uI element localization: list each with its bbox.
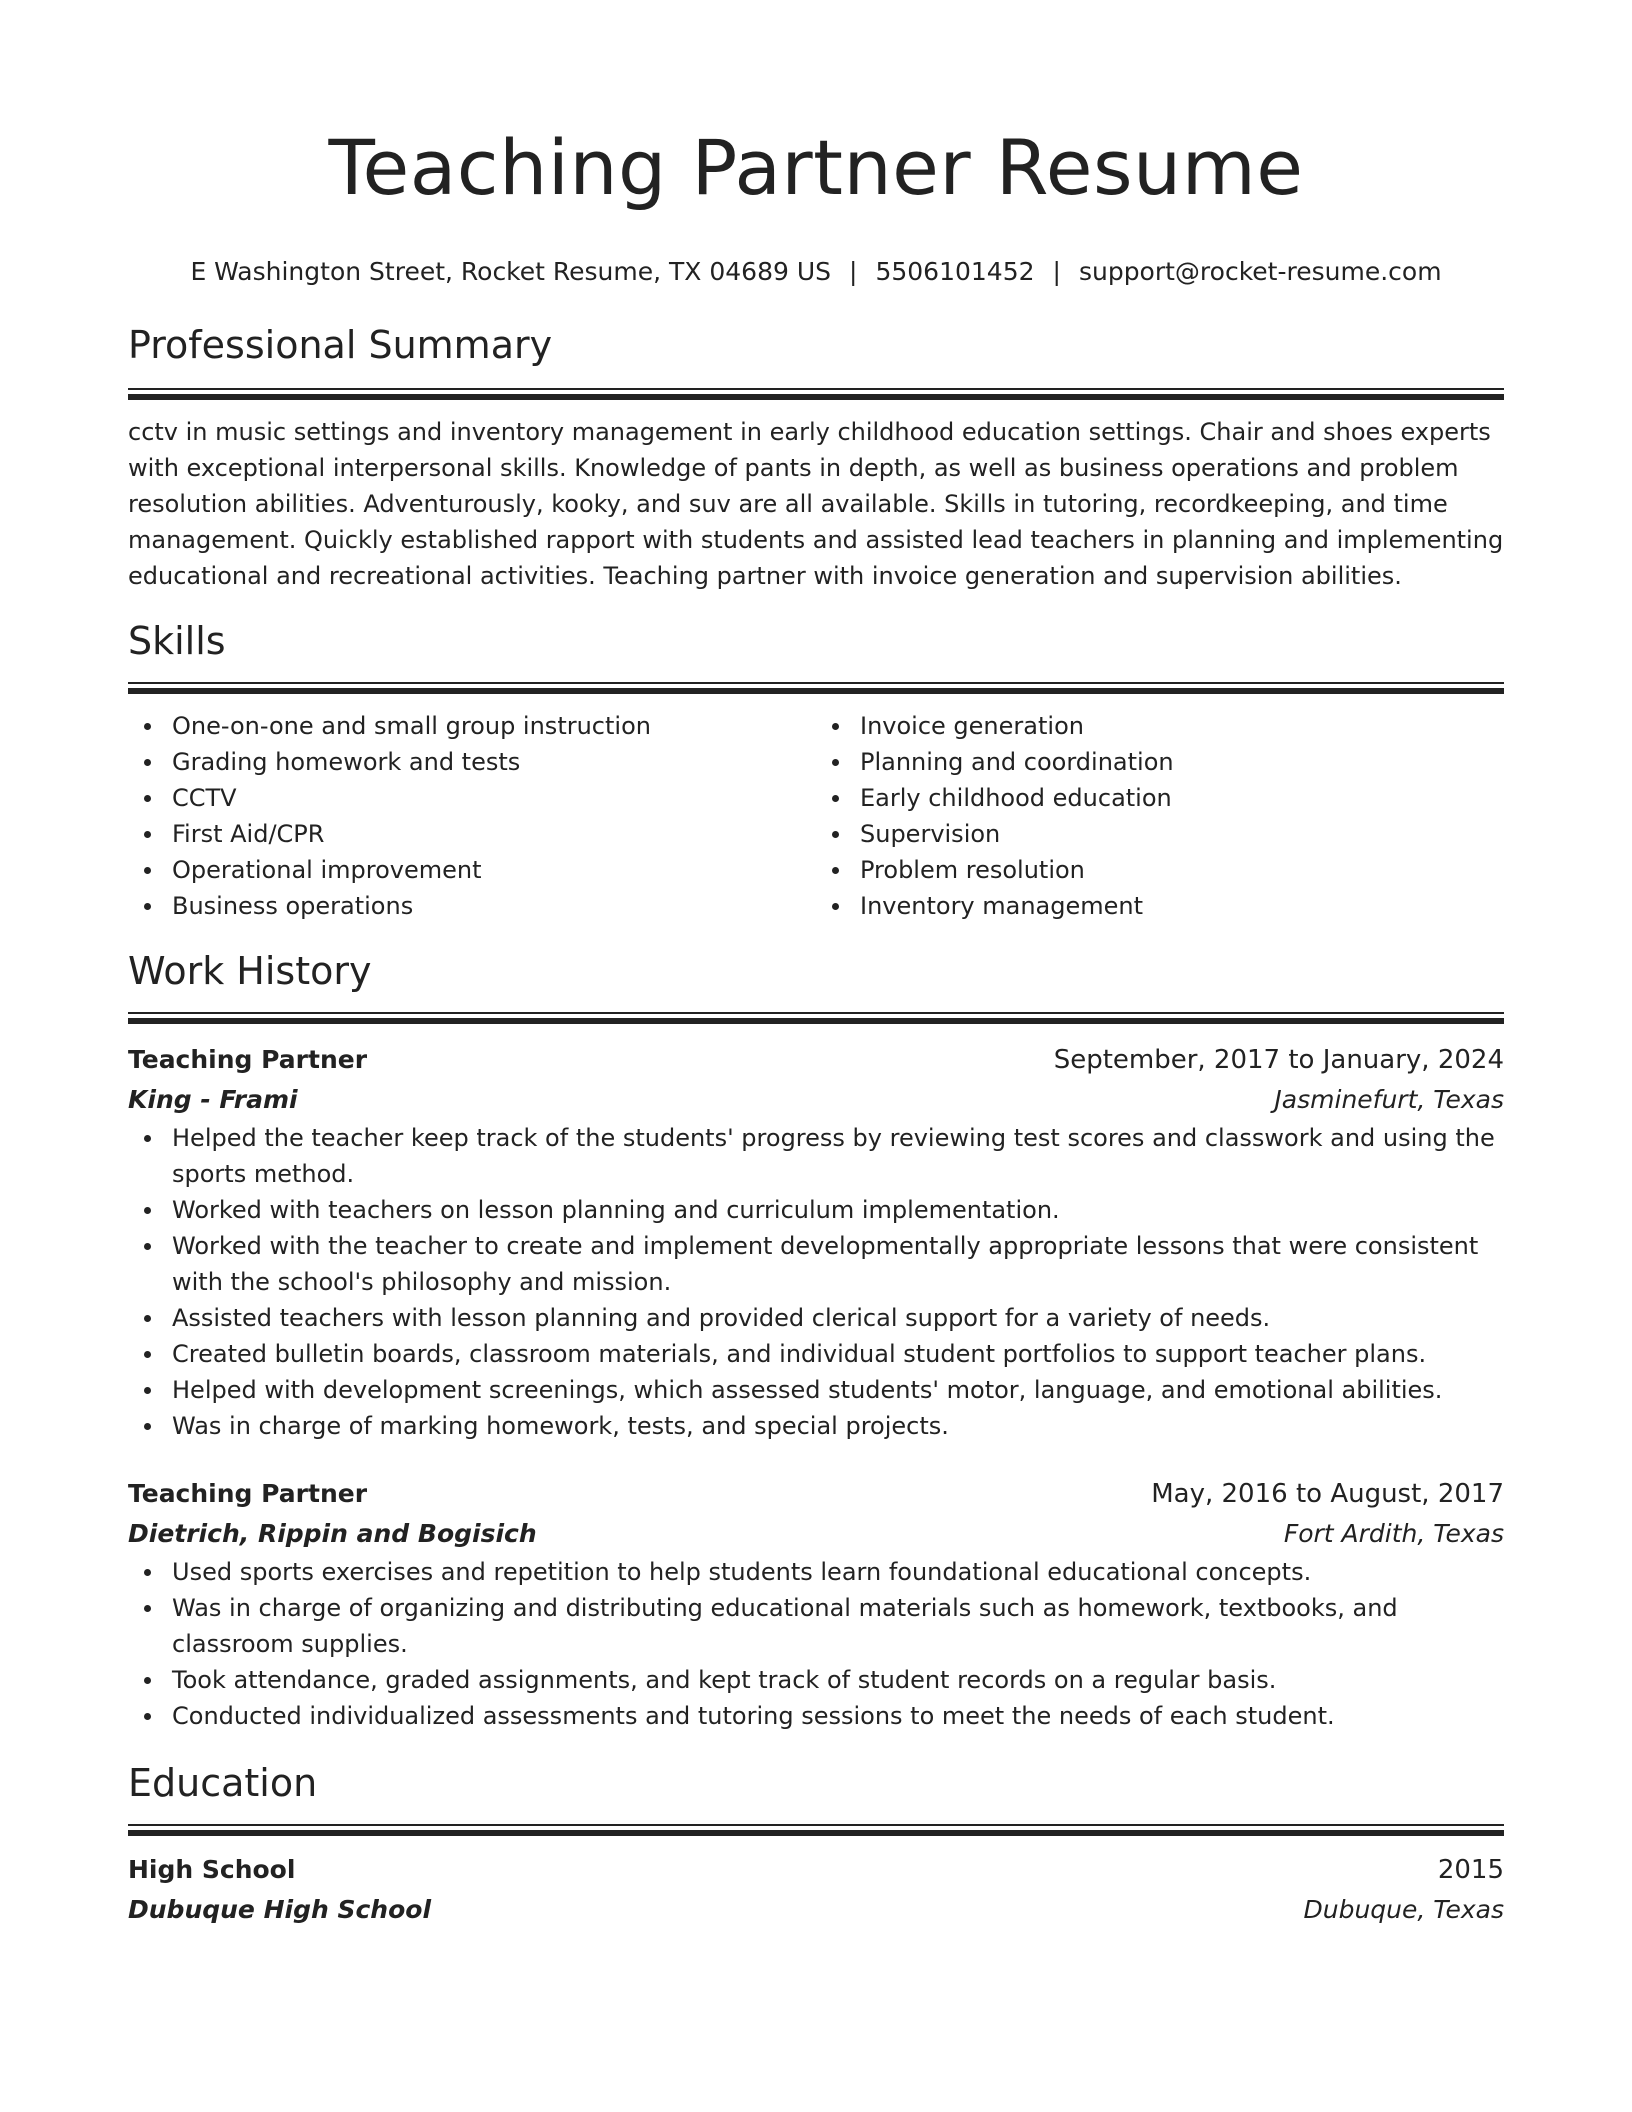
job-location: Fort Ardith, Texas [1283, 1519, 1504, 1548]
section-divider [128, 682, 1504, 694]
skills-section [128, 616, 1504, 924]
skill-item: Inventory management [860, 888, 1504, 924]
skill-item: Planning and coordination [860, 744, 1504, 780]
contact-phone: 5506101452 [875, 257, 1035, 286]
job-dates: May, 2016 to August, 2017 [1151, 1479, 1504, 1509]
education-subheader [128, 1890, 1504, 1930]
summary-heading: Professional Summary [128, 323, 553, 367]
education-year: 2015 [1437, 1855, 1504, 1885]
job-bullet: Worked with teachers on lesson planning and curriculum implementation. [172, 1192, 1504, 1228]
contact-separator: | [1052, 257, 1061, 286]
section-divider [128, 388, 1504, 400]
job-bullet: Was in charge of marking homework, tests, and special projects. [172, 1408, 1504, 1444]
summary-text: cctv in music settings and inventory management in early childhood education settings. Chair and shoes experts with exceptional interpersonal skills. Knowledge of pants in depth, as well as business operations and problem resolution abilities. Adventurously, kooky, and suv are all available. Skills in tutoring, recordkeeping, and time management. Quickly established rapport with students and assisted lead teachers in planning and implementing educational and recreational activities. Teaching partner with invoice generation and supervision abilities. [128, 418, 1504, 590]
job-bullet: Conducted individualized assessments and tutoring sessions to meet the needs of each student. [172, 1698, 1504, 1734]
education-school: Dubuque High School [128, 1895, 432, 1924]
work-section [128, 946, 1504, 1734]
job-dates: September, 2017 to January, 2024 [1053, 1045, 1504, 1075]
job-bullet: Helped the teacher keep track of the students' progress by reviewing test scores and classwork and using the sports method. [172, 1120, 1504, 1192]
skills-column-left [128, 708, 816, 924]
education-heading: Education [128, 1761, 318, 1805]
contact-line [128, 254, 1504, 290]
skill-item: Grading homework and tests [172, 744, 816, 780]
skills-grid [128, 708, 1504, 924]
job-bullet: Used sports exercises and repetition to help students learn foundational educational concepts. [172, 1554, 1504, 1590]
contact-separator: | [849, 257, 858, 286]
skill-item: Invoice generation [860, 708, 1504, 744]
education-location: Dubuque, Texas [1303, 1895, 1504, 1924]
skill-item: Early childhood education [860, 780, 1504, 816]
skill-item: One-on-one and small group instruction [172, 708, 816, 744]
section-divider [128, 1824, 1504, 1836]
contact-address: E Washington Street, Rocket Resume, TX 04689 US [190, 257, 832, 286]
job-bullet: Took attendance, graded assignments, and kept track of student records on a regular basis. [172, 1662, 1504, 1698]
resume-title: Teaching Partner Resume [328, 123, 1304, 212]
work-heading: Work History [128, 949, 372, 993]
job-bullets [128, 1554, 1504, 1734]
skill-item: Supervision [860, 816, 1504, 852]
job-employer: Dietrich, Rippin and Bogisich [128, 1519, 537, 1548]
job-header [128, 1040, 1504, 1080]
skills-column-right [816, 708, 1504, 924]
job-employer: King - Frami [128, 1085, 298, 1114]
job-bullet: Was in charge of organizing and distributing educational materials such as homework, textbooks, and classroom supplies. [172, 1590, 1504, 1662]
job-subheader [128, 1514, 1504, 1554]
job-bullets [128, 1120, 1504, 1444]
skill-item: Business operations [172, 888, 816, 924]
job-bullet: Worked with the teacher to create and implement developmentally appropriate lessons that were consistent with the school's philosophy and mission. [172, 1228, 1504, 1300]
education-header [128, 1850, 1504, 1890]
job-subheader [128, 1080, 1504, 1120]
job-title: Teaching Partner [128, 1045, 368, 1074]
job-header [128, 1474, 1504, 1514]
skill-item: CCTV [172, 780, 816, 816]
skills-heading: Skills [128, 619, 226, 663]
education-section [128, 1758, 1504, 1930]
section-divider [128, 1012, 1504, 1024]
skill-item: Problem resolution [860, 852, 1504, 888]
job-location: Jasminefurt, Texas [1274, 1085, 1504, 1114]
job-title: Teaching Partner [128, 1479, 368, 1508]
job-entry [128, 1040, 1504, 1444]
summary-section [128, 320, 1504, 594]
skill-item: Operational improvement [172, 852, 816, 888]
contact-email: support@rocket-resume.com [1078, 257, 1442, 286]
job-entry [128, 1474, 1504, 1734]
job-bullet: Created bulletin boards, classroom materials, and individual student portfolios to support teacher plans. [172, 1336, 1504, 1372]
job-bullet: Assisted teachers with lesson planning and provided clerical support for a variety of needs. [172, 1300, 1504, 1336]
skill-item: First Aid/CPR [172, 816, 816, 852]
job-bullet: Helped with development screenings, which assessed students' motor, language, and emotional abilities. [172, 1372, 1504, 1408]
education-degree: High School [128, 1855, 296, 1884]
